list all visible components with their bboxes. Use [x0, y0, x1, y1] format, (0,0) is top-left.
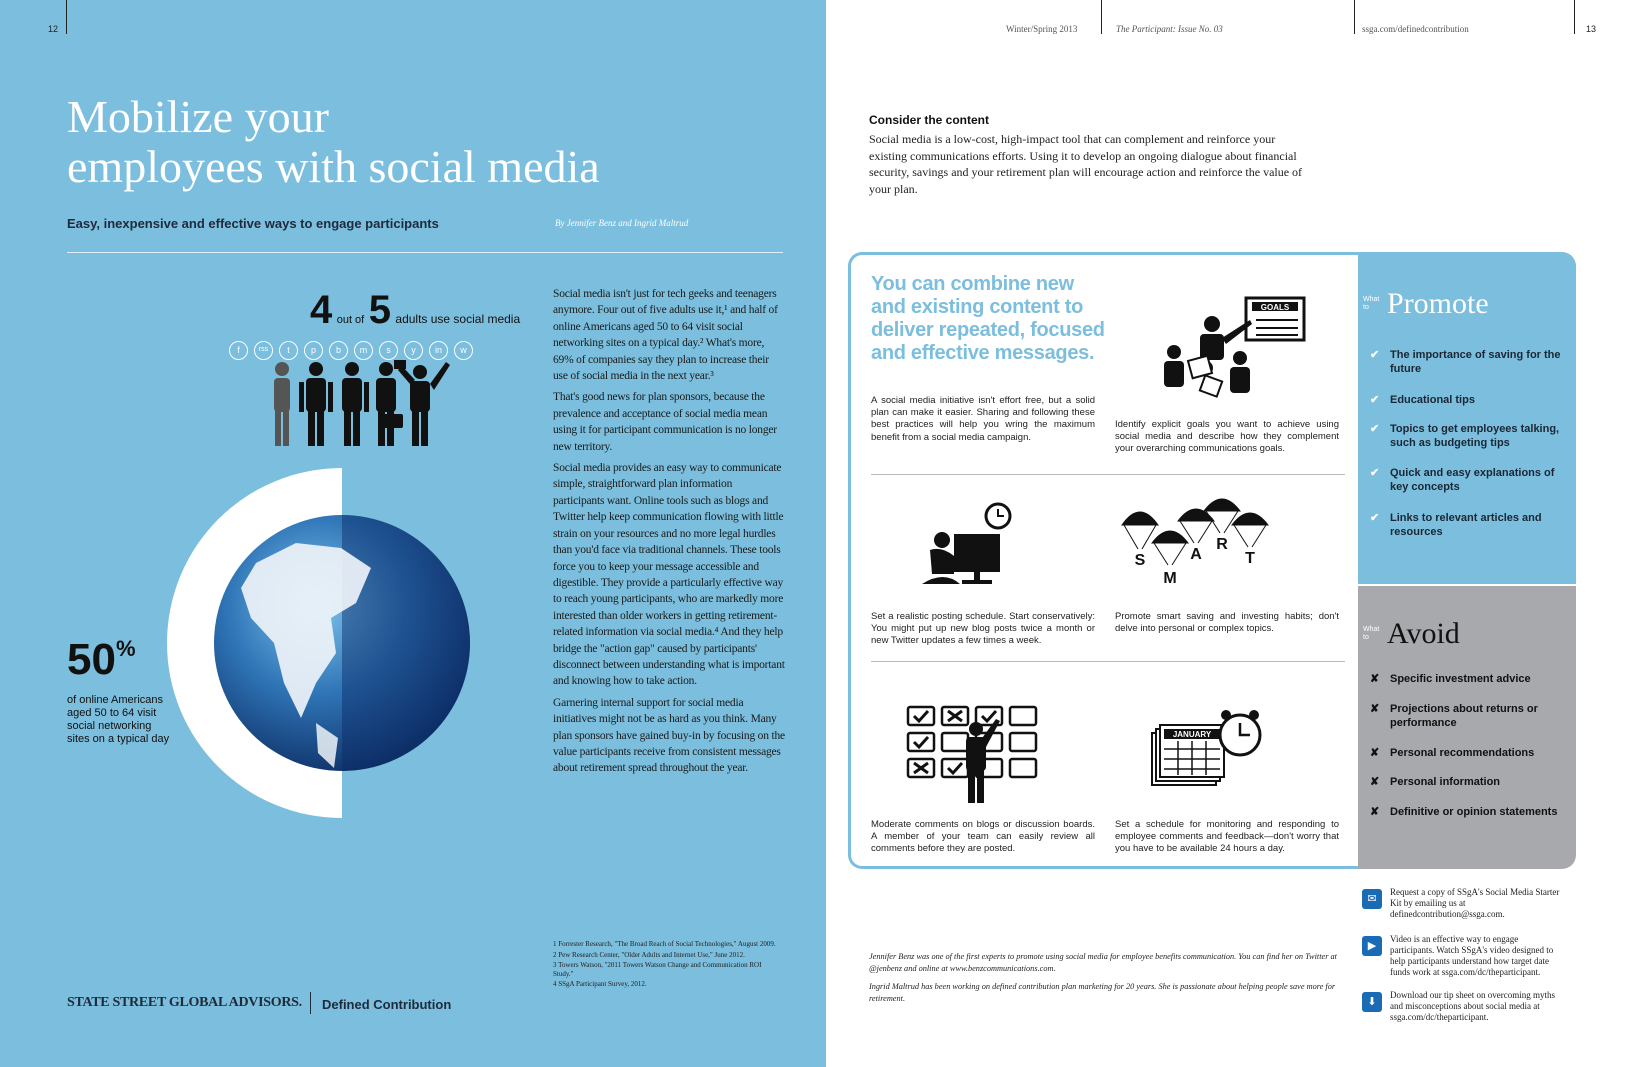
consider-heading: Consider the content — [869, 113, 990, 127]
article-subtitle: Easy, inexpensive and effective ways to engage participants — [67, 216, 439, 231]
tip-text: Promote smart saving and investing habits; don't delve into personal or complex topics. — [1115, 611, 1339, 635]
body-paragraph: Social media provides an easy way to communicate simple, straightforward plan information participants want. Online tools such as blogs and Twitter help keep communication flowing with little strain on your resources and no more legal hurdles than you'd face via traditional channels. These tools force you to keep your message accessible and digestible. They provide a particularly effective way to reach young participants, who are markedly more interested than older workers in getting retirement-related information via social media.⁴ And they help bridge the "action gap" caused by participants' disconnect between understanding what is important and knowing how to take action. — [553, 462, 785, 688]
byline: By Jennifer Benz and Ingrid Maltrud — [555, 218, 689, 228]
footnotes — [553, 940, 783, 991]
footnote: 2 Pew Research Center, "Older Adults and Internet Use," June 2012. — [553, 950, 745, 959]
globe-chart — [166, 468, 506, 818]
body-paragraph: That's good news for plan sponsors, because the prevalence and acceptance of social media mean using it for participant communication is no longer new territory. — [553, 391, 777, 453]
tip-text: A social media initiative isn't effort free, but a solid plan can make it easier. Sharing and following these best practices will help you wring the maximum benefit from a social media campaign. — [871, 395, 1095, 443]
x-icon: ✘ — [1370, 776, 1380, 788]
download-icon: ⬇ — [1362, 992, 1382, 1012]
side-note-email[interactable]: ✉ Request a copy of SSgA's Social Media Starter Kit by emailing us at definedcontribution@ssga.com. — [1362, 887, 1562, 920]
avoid-item: ✘ Personal recommendations — [1370, 747, 1535, 759]
goals-presentation-icon — [1160, 294, 1310, 404]
tips-divider — [871, 474, 1345, 475]
myspace-icon: m — [354, 341, 373, 360]
video-icon: ▶ — [1362, 936, 1382, 956]
people-illustration — [270, 360, 470, 448]
avoid-item: ✘ Projections about returns or performance — [1370, 703, 1538, 729]
consider-body: Social media is a low-cost, high-impact tool that can complement and reinforce your existing communications efforts. Using it to develop an ongoing dialogue about financial security, savings and your retirement plan will encourage action and reinforce the value of your plan. — [869, 132, 1303, 196]
tips-intro: You can combine new and existing content to deliver repeated, focused and effective messages. — [871, 273, 1105, 364]
email-icon: ✉ — [1362, 889, 1382, 909]
author-bio-maltrud: Ingrid Maltrud has been working on defined contribution plan marketing for 20 years. She is passionate about helping people save more for retirement. — [869, 982, 1336, 1003]
check-icon: ✔ — [1370, 512, 1380, 524]
crop-mark — [1574, 0, 1575, 34]
posting-schedule-icon — [920, 500, 1040, 592]
tips-divider — [871, 661, 1345, 662]
promote-item: ✔ The importance of saving for the future — [1370, 349, 1561, 375]
footnote: 1 Forrester Research, "The Broad Reach of Social Technologies," August 2009. — [553, 940, 776, 948]
check-icon: ✔ — [1370, 349, 1380, 361]
facebook-icon: f — [229, 341, 248, 360]
side-note-video[interactable]: ▶ Video is an effective way to engage participants. Watch SSgA's video designed to help participants understand how target date funds work at ssga.com/dc/theparticipant. — [1362, 934, 1562, 978]
tip-text: Set a schedule for monitoring and responding to employee comments and feedback—don't worry that you have to be available 24 hours a day. — [1115, 819, 1339, 855]
stat-fifty-caption: of online Americans aged 50 to 64 visit social networking sites on a typical day — [67, 694, 170, 745]
footnote: 4 SSgA Participant Survey, 2012. — [553, 980, 647, 988]
check-icon: ✔ — [1370, 394, 1380, 406]
smart-letter: M — [1163, 570, 1177, 587]
smart-letter: A — [1190, 546, 1202, 563]
check-icon: ✔ — [1370, 423, 1380, 435]
calendar-label: JANUARY — [1172, 730, 1212, 739]
header-url: ssga.com/definedcontribution — [1362, 24, 1469, 34]
skype-icon: s — [379, 341, 398, 360]
promote-item: ✔ Topics to get employees talking, such as budgeting tips — [1370, 423, 1560, 449]
company-logo: STATE STREET GLOBAL ADVISORS. — [67, 995, 302, 1010]
calendar-clock-icon — [1150, 705, 1270, 795]
moderate-comments-checkboxes-icon — [906, 705, 1046, 805]
promote-item: ✔ Quick and easy explanations of key concepts — [1370, 467, 1555, 493]
footnote: 3 Towers Watson, "2011 Towers Watson Change and Communication ROI Study." — [553, 961, 762, 978]
rss-icon: rss — [254, 341, 273, 360]
check-icon: ✔ — [1370, 467, 1380, 479]
crop-mark — [66, 0, 67, 34]
logo-divider — [310, 992, 311, 1014]
wordpress-icon: w — [454, 341, 473, 360]
page-number: 12 — [48, 24, 59, 34]
article-body — [553, 286, 785, 782]
person-gray-icon — [274, 362, 290, 446]
tip-text: Set a realistic posting schedule. Start conservatively: You might put up new blog posts twice a month or new Twitter updates a few times a week. — [871, 611, 1095, 647]
x-icon: ✘ — [1370, 806, 1380, 818]
page-number: 13 — [1586, 24, 1597, 34]
smart-letter: T — [1245, 550, 1255, 567]
promote-item: ✔ Educational tips — [1370, 394, 1475, 406]
division-name: Defined Contribution — [322, 997, 452, 1012]
body-paragraph: Garnering internal support for social media initiatives might not be as hard as you think. Many plan sponsors have gained buy-in by focusing on the value participants receive from consistent messages about retirement spread throughout the year. — [553, 696, 785, 775]
author-bio-benz: Jennifer Benz was one of the first experts to promote using social media for employee benefits communication. You can find her on Twitter at @jenbenz and online at www.benzcommunications.com. — [869, 952, 1337, 973]
person-black-icons — [299, 360, 450, 446]
linkedin-icon: in — [429, 341, 448, 360]
crop-mark — [1101, 0, 1102, 34]
tip-text: Identify explicit goals you want to achieve using social media and describe how they complement your overarching communications goals. — [1115, 419, 1339, 455]
avoid-item: ✘ Definitive or opinion statements — [1370, 806, 1558, 818]
pinterest-icon: p — [304, 341, 323, 360]
youtube-icon: y — [404, 341, 423, 360]
tip-text: Moderate comments on blogs or discussion boards. A member of your team can easily review all comments before they are posted. — [871, 819, 1095, 855]
x-icon: ✘ — [1370, 747, 1380, 759]
header-publication: The Participant: Issue No. 03 — [1116, 24, 1223, 34]
promote-heading: What to Promote — [1363, 287, 1489, 320]
article-title: Mobilize your employees with social media — [67, 91, 600, 192]
crop-mark — [1354, 0, 1355, 34]
avoid-heading: What to Avoid — [1363, 617, 1460, 650]
smart-letter: S — [1134, 552, 1146, 569]
divider — [67, 252, 783, 253]
smart-letter: R — [1216, 536, 1228, 553]
blogger-icon: b — [329, 341, 348, 360]
avoid-item: ✘ Personal information — [1370, 776, 1501, 788]
body-paragraph: Social media isn't just for tech geeks and teenagers anymore. Four out of five adults use it,¹ and half of online Americans aged 50 to 64 visit social networking sites on a typical day.² What's more, 69% of companies say they plan to increase their use of social media in the next year.³ — [553, 288, 778, 383]
stat-fifty-percent: 50% — [67, 635, 136, 684]
stat-four-of-five: 4 out of 5 adults use social media — [310, 288, 521, 332]
side-note-download[interactable]: ⬇ Download our tip sheet on overcoming myths and misconceptions about social media at ssga.com/dc/theparticipant. — [1362, 990, 1562, 1023]
goals-label: GOALS — [1260, 303, 1290, 312]
x-icon: ✘ — [1370, 673, 1380, 685]
twitter-icon: t — [279, 341, 298, 360]
smart-parachutes-icon — [1118, 497, 1278, 592]
avoid-item: ✘ Specific investment advice — [1370, 673, 1531, 685]
header-issue: Winter/Spring 2013 — [1006, 24, 1078, 34]
x-icon: ✘ — [1370, 703, 1380, 715]
promote-item: ✔ Links to relevant articles and resources — [1370, 512, 1542, 538]
